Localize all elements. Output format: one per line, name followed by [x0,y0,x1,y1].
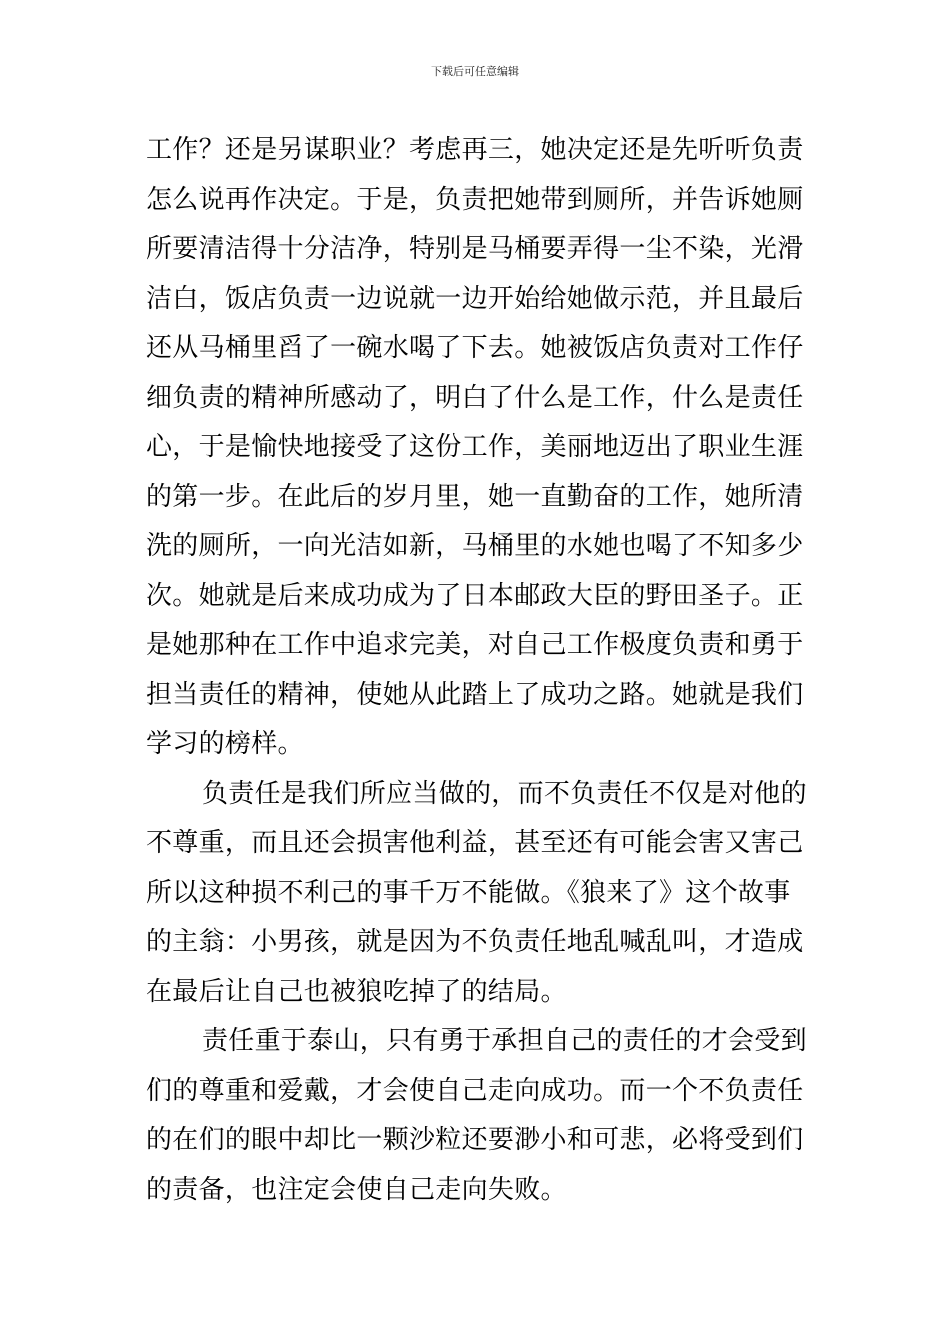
text-line: 是她那种在工作中追求完美，对自己工作极度负责和勇于 [146,630,804,660]
paragraph [146,770,808,1018]
text-line: 还从马桶里舀了一碗水喝了下去。她被饭店负责对工作仔 [146,333,804,363]
paragraph [146,126,808,770]
text-line: 责任重于泰山，只有勇于承担自己的责任的才会受到 [202,1026,807,1056]
text-line: 细负责的精神所感动了，明白了什么是工作，什么是责任 [146,382,804,413]
text-line: 的在们的眼中却比一颗沙粒还要渺小和可悲，必将受到们 [146,1125,804,1155]
text-line: 所要清洁得十分洁净，特别是马桶要弄得一尘不染，光滑 [146,234,804,264]
text-line: 在最后让自己也被狼吃掉了的结局。 [146,976,567,1007]
text-line: 工作？还是另谋职业？考虑再三，她决定还是先听听负责 [146,135,804,165]
text-line: 的责备，也注定会使自己走向失败。 [146,1174,567,1205]
text-line: 怎么说再作决定。于是，负责把她带到厕所，并告诉她厕 [146,184,804,215]
text-line: 洁白，饭店负责一边说就一边开始给她做示范，并且最后 [146,283,804,314]
text-line: 洗的厕所，一向光洁如新，马桶里的水她也喝了不知多少 [146,531,804,561]
text-line: 担当责任的精神，使她从此踏上了成功之路。她就是我们 [146,679,804,710]
text-line: 负责任是我们所应当做的，而不负责任不仅是对他的 [202,778,807,809]
paragraph [146,1017,808,1215]
document-body [146,126,808,1215]
text-line: 的主翁：小男孩，就是因为不负责任地乱喊乱叫，才造成 [146,927,804,957]
text-line: 学习的榜样。 [146,729,304,759]
page-header: 下载后可任意编辑 [431,65,519,78]
text-line: 不尊重，而且还会损害他利益，甚至还有可能会害又害己 [146,828,804,858]
text-line: 所以这种损不利己的事千万不能做。《狼来了》这个故事 [146,877,791,908]
text-line: 的第一步。在此后的岁月里，她一直勤奋的工作，她所清 [146,481,804,512]
text-line: 们的尊重和爱戴，才会使自己走向成功。而一个不负责任 [146,1075,804,1106]
text-line: 心，于是愉快地接受了这份工作，美丽地迈出了职业生涯 [146,432,804,462]
text-line: 次。她就是后来成功成为了日本邮政大臣的野田圣子。正 [146,580,804,611]
